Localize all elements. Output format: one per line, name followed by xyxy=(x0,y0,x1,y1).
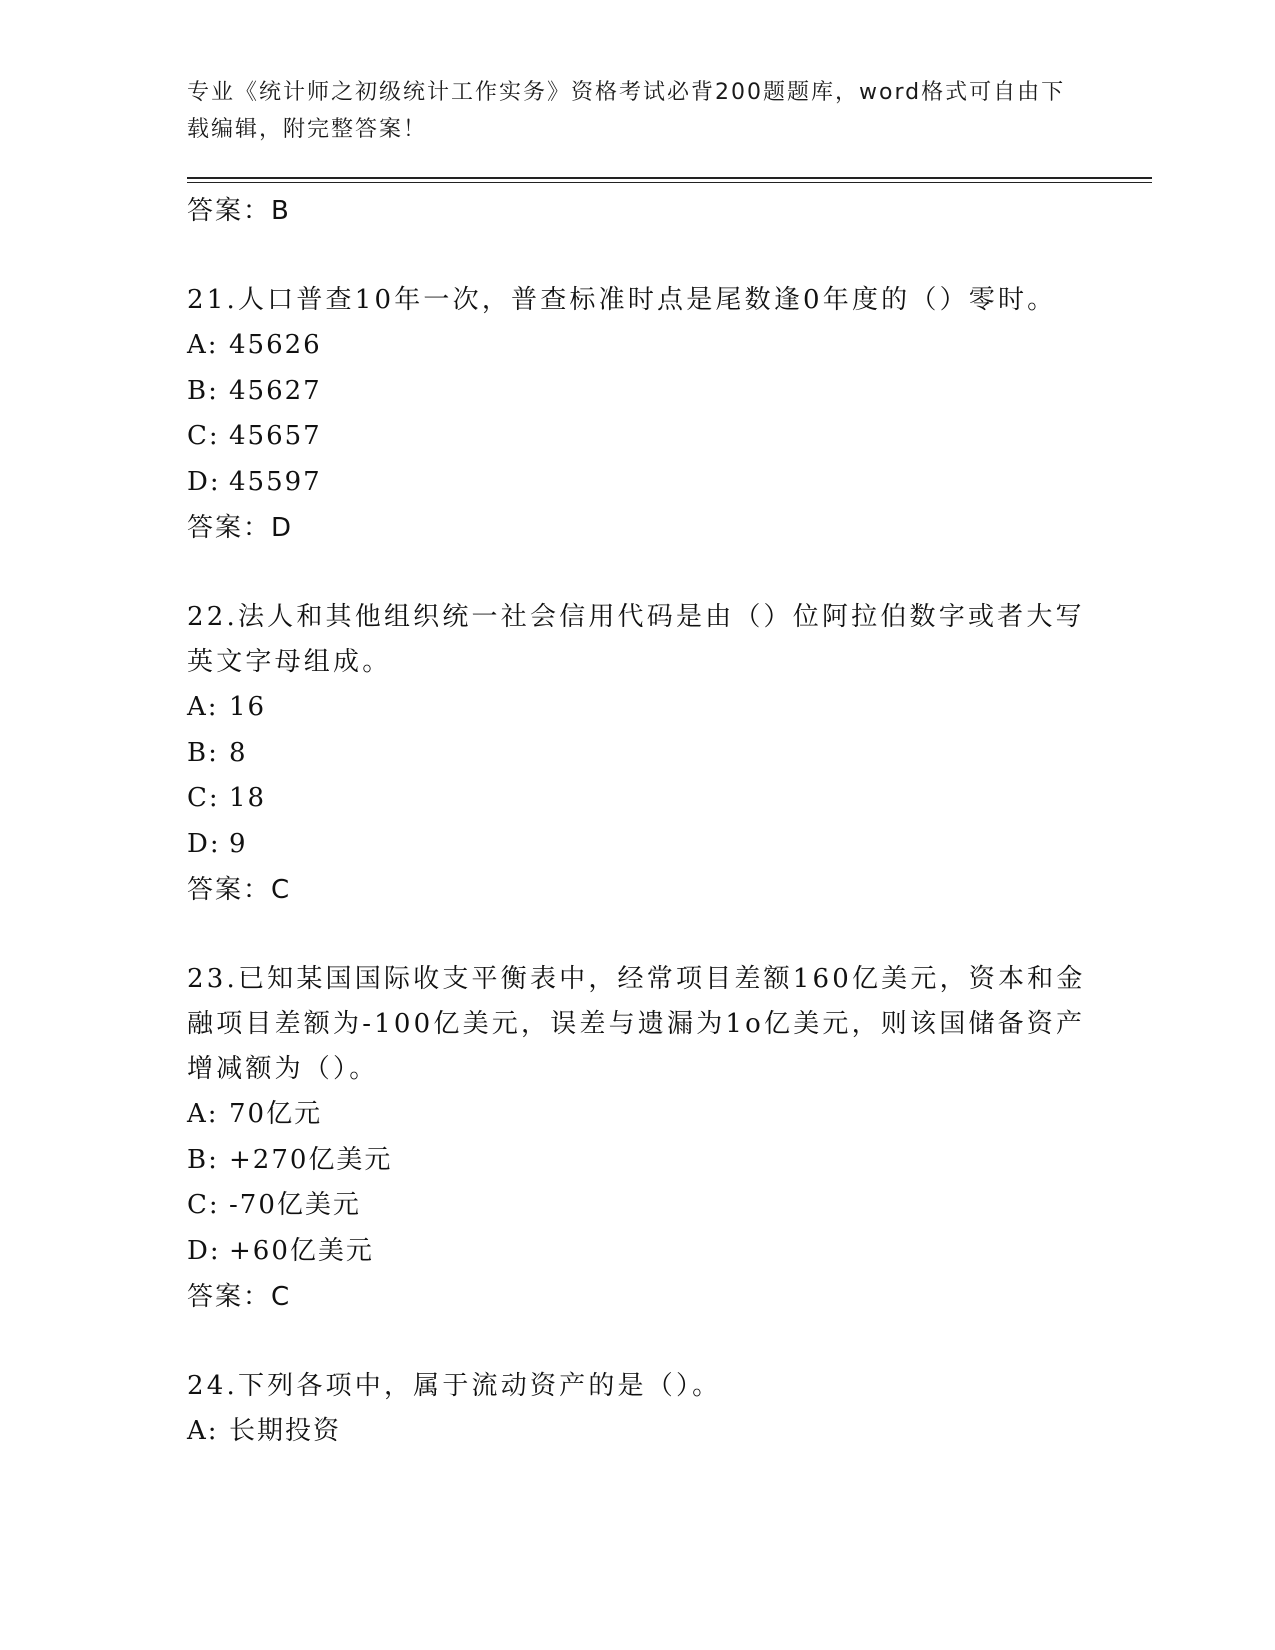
question-stem: 23.已知某国国际收支平衡表中，经常项目差额160亿美元，资本和金融项目差额为-100亿美元，误差与遗漏为1o亿美元，则该国储备资产增减额为（）。 xyxy=(187,964,1086,1084)
answer-line: 答案：C xyxy=(187,1282,292,1312)
option-text: 9 xyxy=(229,828,248,859)
option-text: 45597 xyxy=(229,466,322,497)
option-text: 18 xyxy=(229,783,267,813)
option-label: C: xyxy=(187,783,220,813)
option-c xyxy=(187,1183,1147,1229)
option-label: A: xyxy=(187,1416,219,1446)
option-c xyxy=(187,776,1147,822)
question-22 xyxy=(187,595,1147,913)
question-stem: 22.法人和其他组织统一社会信用代码是由（）位阿拉伯数字或者大写英文字母组成。 xyxy=(187,602,1085,677)
option-text: 长期投资 xyxy=(229,1416,342,1446)
question-24 xyxy=(187,1364,1147,1455)
question-21 xyxy=(187,278,1147,551)
question-23 xyxy=(187,957,1147,1320)
answer-line: 答案：D xyxy=(187,513,294,543)
option-text: +270亿美元 xyxy=(229,1144,393,1175)
option-a xyxy=(187,1409,1147,1455)
header-rule-thick xyxy=(187,177,1152,179)
option-label: D: xyxy=(187,1235,221,1266)
document-header: 专业《统计师之初级统计工作实务》资格考试必背200题题库，word格式可自由下载编辑，附完整答案！ xyxy=(187,80,1066,142)
option-label: D: xyxy=(187,828,221,859)
option-d xyxy=(187,822,1147,868)
option-label: A: xyxy=(187,1099,219,1129)
option-b xyxy=(187,369,1147,415)
option-text: -70亿美元 xyxy=(229,1190,361,1220)
option-text: 16 xyxy=(229,692,267,722)
answer-line: 答案：C xyxy=(187,875,292,905)
option-label: B: xyxy=(187,1144,219,1175)
option-text: 45627 xyxy=(229,375,322,406)
option-a xyxy=(187,1092,1147,1138)
option-text: 45626 xyxy=(229,330,322,360)
option-d xyxy=(187,1229,1147,1275)
option-label: C: xyxy=(187,1190,220,1220)
previous-answer: 答案：B xyxy=(187,196,291,226)
option-a xyxy=(187,685,1147,731)
option-label: A: xyxy=(187,330,219,360)
header-rule-thin xyxy=(187,182,1152,183)
document-body xyxy=(187,188,1147,1455)
option-label: A: xyxy=(187,692,219,722)
option-text: 70亿元 xyxy=(229,1099,323,1129)
option-b xyxy=(187,731,1147,777)
option-text: 8 xyxy=(229,737,248,768)
option-label: D: xyxy=(187,466,221,497)
option-label: C: xyxy=(187,421,220,451)
option-d xyxy=(187,460,1147,506)
option-c xyxy=(187,414,1147,460)
option-b xyxy=(187,1138,1147,1184)
option-a xyxy=(187,323,1147,369)
question-stem: 24.下列各项中，属于流动资产的是（）。 xyxy=(187,1371,722,1401)
question-stem: 21.人口普查10年一次，普查标准时点是尾数逢0年度的（）零时。 xyxy=(187,285,1057,315)
option-text: 45657 xyxy=(229,421,322,451)
option-label: B: xyxy=(187,375,219,406)
option-label: B: xyxy=(187,737,219,768)
option-text: +60亿美元 xyxy=(229,1235,374,1266)
